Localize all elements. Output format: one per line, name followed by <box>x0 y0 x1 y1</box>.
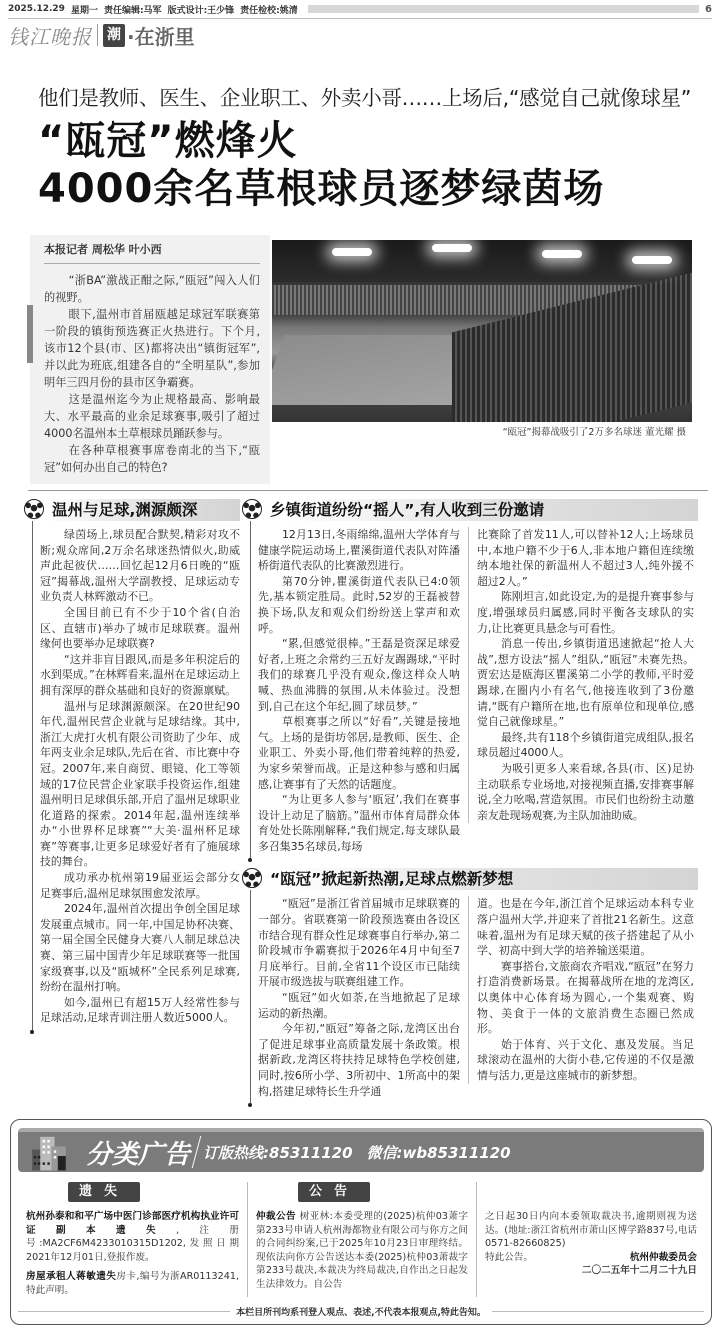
article-paragraph: 最终,共有118个乡镇街道完成组队,报名球员超过4000人。 <box>477 730 694 760</box>
article-paragraph: 草根赛事之所以“好看”,关键是接地气。上场的是街坊邻居,是教师、医生、企业职工、外卖小哥,他们带着纯粹的热爱,为家乡荣誉而战。正是这种参与感和归属感,让赛事有了天然的话题度。 <box>258 715 460 791</box>
lost-item: 杭州孙泰和和平广场中医门诊部医疗机构执业许可证副本遗失,注册号:MA2CF6M4233010315D1202,发照日期2021年12月01日,登报作废。 <box>26 1211 240 1263</box>
photo-caption: “瓯冠”揭幕战吸引了2万多名球迷 董光耀 摄 <box>502 427 686 438</box>
article-paragraph: 赛事搭台,文旅商农齐唱戏,“瓯冠”在努力打造消费新场景。在揭幕战所在地的龙湾区,以奥体中心体育场为圆心,一个集观赛、购物、美食于一体的文旅消费生态圈已然成形。 <box>477 959 694 1036</box>
notice-heading: 公告 <box>298 1182 370 1202</box>
divider <box>8 18 712 19</box>
arbitration-notice-cont: 之日起30日内向本委领取裁决书,逾期则视为送达。(地址:浙江省杭州市萧山区博学路837号,电话0571-82660825) 特此公告。 杭州仲裁委员会 二〇二五年十二月二十九日 <box>485 1211 697 1277</box>
lost-item: 房屋承租人蒋敏遗失房卡,编号为浙AR0113241,特此声明。 <box>26 1271 240 1296</box>
text-column <box>258 896 460 1099</box>
right-sections <box>246 499 698 1105</box>
headline-block <box>8 49 712 213</box>
article-paragraph: 绿茵场上,球员配合默契,精彩对攻不断;观众席间,2万余名球迷热情似火,助威声此起彼伏……回忆起12月6日晚的“瓯冠”揭幕战,温州大学副教授、足球运动专业负责人林辉激动不已。 <box>40 528 240 604</box>
section-body <box>250 521 698 860</box>
article-paragraph: 温州与足球渊源颇深。在20世纪90年代,温州民营企业就与足球结缘。其中,浙江大虎打火机有限公司资助了少年、成年两支业余足球队,先后在省、市比赛中夺冠。2007年,来自商贸、眼镜、化工等领域的17位民营企业家联手投资运作,组建温州明日足球俱乐部,开启了温州足球职业化道路的探索。2014年起,温州连续举办“小世界杯足球赛”“大美·温州杯足球赛”等赛事,让更多足球爱好者有了施展球技的舞台。 <box>40 699 240 869</box>
section-body <box>32 521 240 1032</box>
lost-heading: 遗失 <box>68 1182 140 1202</box>
section-heading <box>246 868 698 890</box>
lead-row <box>30 235 712 484</box>
chao-app-icon: 潮 <box>103 24 125 47</box>
header-bar <box>308 5 699 13</box>
decorative-bar <box>27 305 33 363</box>
photo-block <box>272 235 692 439</box>
intro-paragraph: “浙BA”激战正酣之际,“瓯冠”闯入人们的视野。 <box>44 274 260 304</box>
divider <box>192 1136 202 1168</box>
section-1 <box>28 499 240 1032</box>
text-column <box>44 272 260 476</box>
divider <box>97 24 98 46</box>
section-name: ·在浙里 <box>127 24 195 49</box>
masthead-info <box>8 2 712 16</box>
notice-column <box>247 1182 476 1297</box>
intro-paragraph: 眼下,温州市首届瓯越足球冠军联赛第一阶段的镇街预选赛正火热进行。下个月,该市12个县(市、区)都将决出“镇街冠军”,并以此为班底,组建各自的“全明星队”,参加明年三四月份的县市区争霸赛。 <box>44 308 260 389</box>
notice-column-cont <box>476 1182 705 1297</box>
articles <box>28 499 712 1105</box>
article-paragraph: 成功承办杭州第19届亚运会部分女足赛事后,温州足球氛围愈发浓厚。 <box>40 871 240 900</box>
article-paragraph: 比赛除了首发11人,可以替补12人;上场球员中,本地户籍不少于6人,非本地户籍但连续缴纳本地社保的新温州人不超过3人,纯外援不超过2人。” <box>477 528 694 588</box>
section-heading <box>246 499 698 521</box>
stadium-photo <box>272 240 692 422</box>
intro-paragraph: 这是温州迄今为止规格最高、影响最大、水平最高的业余足球赛事,吸引了超过4000名温州本土草根球员踊跃参与。 <box>44 393 260 440</box>
article-paragraph: 道。也是在今年,浙江首个足球运动本科专业落户温州大学,并迎来了首批21名新生。这意味着,温州为有足球天赋的孩子搭建起了从小学、初高中到大学的培养输送渠道。 <box>477 897 694 958</box>
section-title: 温州与足球,渊源颇深 <box>52 501 198 519</box>
article-paragraph: 陈刚坦言,如此设定,为的是提升赛事参与度,增强球员归属感,同时平衡各支球队的实力,让比赛更具悬念与可看性。 <box>477 590 694 635</box>
headline-kicker: 他们是教师、医生、企业职工、外卖小哥……上场后,“感觉自己就像球星” <box>38 86 692 110</box>
newspaper-logo: 钱江晚报 <box>8 24 92 49</box>
headline-main: “瓯冠”燃烽火 <box>38 118 298 164</box>
article-paragraph: 消息一传出,乡镇街道迅速掀起“抢人大战”,想方设法“摇人”组队,“瓯冠”未赛先热。贾宏达是瓯海区瞿溪第二小学的教师,平时爱踢球,在圈内小有名气,他接连收到了3份邀请,“既有户籍所在地,也有原单位和现单位,感觉自己就像球星。” <box>477 637 694 729</box>
page-number: 6 <box>705 3 712 15</box>
article-paragraph: “这并非盲目跟风,而是多年积淀后的水到渠成。”在林辉看来,温州在足球运动上拥有深厚的群众基础和良好的资源禀赋。 <box>40 652 240 697</box>
ads-columns <box>18 1182 704 1297</box>
article-paragraph: 全国目前已有不少于10个省(自治区、直辖市)举办了城市足球联赛。温州缘何也要举办足球联赛? <box>40 605 240 651</box>
section-title: 乡镇街道纷纷“摇人”,有人收到三份邀请 <box>270 501 545 519</box>
article-paragraph: “瓯冠”是浙江省首届城市足球联赛的一部分。省联赛第一阶段预选赛由各设区市结合现有群众性足球赛事自行举办,第二阶段城市争霸赛拟于2026年4月中旬至7月底举行。目前,全省11个设区市已陆续开展市级选拔与联赛组建工作。 <box>258 897 460 989</box>
arbitration-notice: 仲裁公告 树亚林:本委受理的(2025)杭仲03萧字第233号申请人杭州海都物业有限公司与你方之间的合同纠纷案,已于2025年10月23日审理终结。现依法向你方公告送达本委(2025)杭仲03萧裁字第233号裁决,本裁决为终局裁决,自作出之日起发生法律效力。自公告 <box>256 1211 469 1290</box>
editor-credit: 责任编辑:马军 <box>103 5 162 16</box>
ads-contact <box>203 1142 525 1163</box>
soccer-ball-icon <box>242 868 262 888</box>
lost-column <box>18 1182 247 1297</box>
ads-disclaimer: 本栏目所刊均系刊登人观点、表述,不代表本报观点,特此告知。 <box>18 1305 704 1318</box>
text-column <box>468 527 694 823</box>
intro-paragraph: 在各种草根赛事席卷南北的当下,“瓯冠”如何办出自己的特色? <box>44 444 260 474</box>
section-heading <box>28 499 240 521</box>
text-column <box>40 527 240 1026</box>
text-column <box>258 527 460 854</box>
article-paragraph: “瓯冠”如火如荼,在当地掀起了足球运动的新热潮。 <box>258 991 460 1020</box>
classified-ads-box <box>10 1119 712 1325</box>
section-2 <box>246 499 698 860</box>
article-paragraph: 始于体育、兴于文化、惠及发展。当足球滚动在温州的大街小巷,它传递的不仅是激情与活力,更是这座城市的新梦想。 <box>477 1037 694 1082</box>
weekday: 星期一 <box>70 5 98 16</box>
text-column <box>468 896 694 1083</box>
article-paragraph: 如今,温州已有超15万人经常性参与足球活动,足球青训注册人数近5000人。 <box>40 995 240 1025</box>
article-paragraph: 12月13日,冬雨绵绵,温州大学体育与健康学院运动场上,瞿溪街道代表队对阵潘桥街道代表队的比赛激烈进行。 <box>258 528 460 573</box>
ads-title: 分类广告 <box>86 1139 191 1170</box>
article-paragraph: 为吸引更多人来看球,各县(市、区)足协主动联系专业场地,对接视频直播,安排赛事解说,全力吆喝,营造氛围。市民们也纷纷主动邀亲友赴现场观赛,为主队加油助威。 <box>477 761 694 822</box>
issue-date: 2025.12.29 <box>8 4 65 14</box>
section-title: “瓯冠”掀起新热潮,足球点燃新梦想 <box>270 870 514 889</box>
designer-credit: 版式设计:王少锋 <box>167 5 235 16</box>
ads-banner <box>18 1128 704 1172</box>
lost-notices <box>26 1210 239 1297</box>
soccer-ball-icon <box>24 499 44 519</box>
article-paragraph: 今年初,“瓯冠”筹备之际,龙湾区出台了促进足球事业高质量发展十条政策。根据新政,龙湾区将扶持足球特色学校创建,同时,按6所小学、3所初中、1所高中的架构,搭建足球特长生升学通 <box>258 1022 460 1098</box>
proofreader-credit: 责任检校:姚清 <box>240 5 298 16</box>
article-paragraph: “累,但感觉很棒。”王磊是资深足球爱好者,上班之余常约三五好友踢踢球,“平时我们的球赛几乎没有观众,像这样众人呐喊、热血沸腾的氛围,从未体验过。没想到,自己在这个年纪,圆了球员梦。” <box>258 637 460 713</box>
article-paragraph: “为让更多人参与‘瓯冠’,我们在赛事设计上动足了脑筋。”温州市体育局群众体育处处长陈刚解释,“我们规定,每支球队最多召集35名球员,每场 <box>258 793 460 853</box>
intro-box <box>30 235 270 484</box>
section-body <box>250 890 698 1105</box>
article-paragraph: 2024年,温州首次提出争创全国足球发展重点城市。同一年,中国足协杯决赛、第一届全国全民健身大赛八人制足球总决赛、第三届中国青少年足球联赛等一批国家级赛事,以及“瓯城杯”全民系列足球赛,纷纷在温州打响。 <box>40 902 240 994</box>
hotline: 订版热线:85311120 <box>203 1143 353 1162</box>
logo-row <box>8 21 712 49</box>
wechat-id: 微信:wb85311120 <box>366 1143 511 1162</box>
byline: 本报记者 周松华 叶小西 <box>44 241 260 264</box>
soccer-ball-icon <box>242 499 262 519</box>
article-paragraph: 第70分钟,瞿溪街道代表队已4:0领先,基本锁定胜局。此时,52岁的王磊被替换下场,队友和观众们纷纷送上掌声和欢呼。 <box>258 574 460 635</box>
divider <box>28 490 708 491</box>
section-3 <box>246 868 698 1105</box>
headline-sub: 4000余名草根球员逐梦绿茵场 <box>38 166 605 212</box>
building-icon <box>24 1132 74 1172</box>
